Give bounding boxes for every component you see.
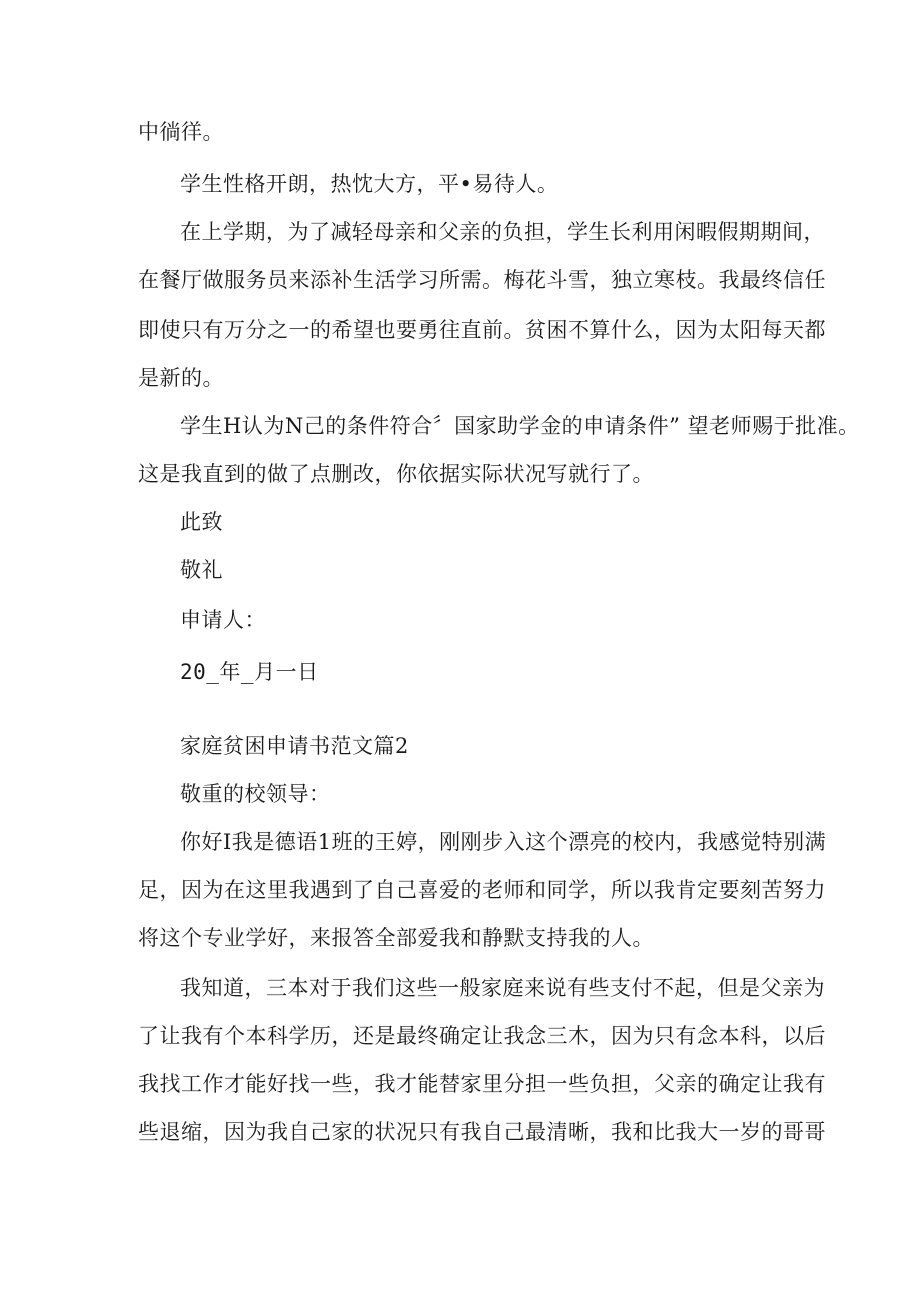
text-line: 学生H认为N己的条件符合〞国家助学金的申请条件” 望老师赐于批准。 [180,414,860,438]
date-line: 20_年_月一日 [180,660,319,684]
text-line: 即使只有万分之一的希望也要勇往直前。贫困不算什么，因为太阳每天都 [138,318,826,342]
greeting: 敬重的校领导： [180,782,331,806]
applicant-label: 申请人： [180,608,266,632]
text-line: 学生性格开朗，热忱大方，平•易待人。 [180,172,559,196]
text-line: 是新的。 [138,366,224,390]
text-line: 在上学期，为了减轻母亲和父亲的负担，学生长利用闲暇假期期间， [180,220,825,244]
text-line: 在餐厅做服务员来添补生活学习所需。梅花斗雪，独立寒枝。我最终信任 [138,268,826,292]
text-line: 些退缩，因为我自己家的状况只有我自己最清晰，我和比我大一岁的哥哥 [138,1120,826,1144]
closing-salutation: 此致 [180,510,223,534]
text-line: 了让我有个本科学历，还是最终确定让我念三木，因为只有念本科，以后 [138,1024,826,1048]
text-line: 你好I我是德语1班的王婷，刚刚步入这个漂亮的校内，我感觉特别满 [180,830,827,854]
text-line: 将这个专业学好，来报答全部爱我和静默支持我的人。 [138,926,654,950]
closing-regards: 敬礼 [180,558,223,582]
text-line: 我找工作才能好找一些，我才能替家里分担一些负担，父亲的确定让我有 [138,1072,826,1096]
text-line: 这是我直到的做了点删改，你依据实际状况写就行了。 [138,462,654,486]
text-line: 我知道，三本对于我们这些一般家庭来说有些支付不起，但是父亲为 [180,976,825,1000]
text-line: 中徜徉。 [138,120,224,144]
text-line: 足，因为在这里我遇到了自己喜爱的老师和同学，所以我肯定要刻苦努力 [138,878,826,902]
section-title: 家庭贫困申请书范文篇2 [180,734,409,758]
